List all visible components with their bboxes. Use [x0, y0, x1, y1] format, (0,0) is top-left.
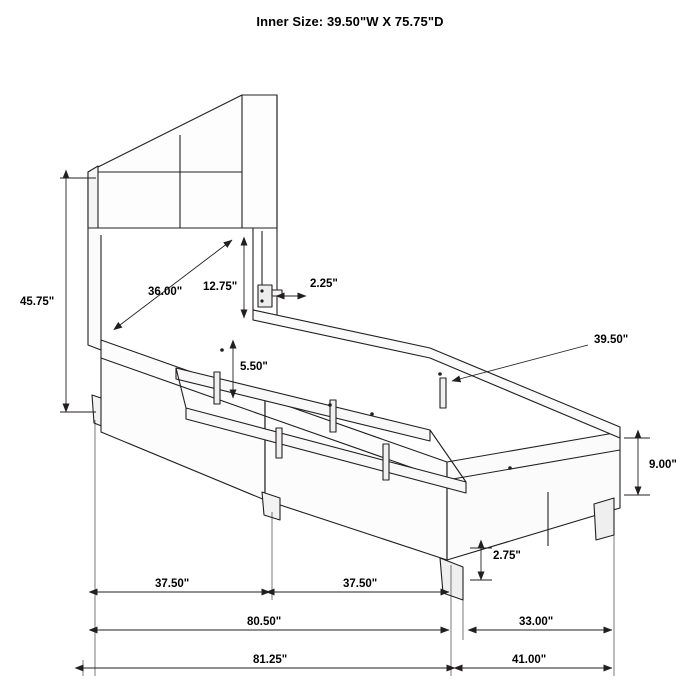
- page-title: Inner Size: 39.50"W X 75.75"D: [256, 14, 444, 29]
- dimension-label-headboard-gap: 12.75": [203, 281, 238, 293]
- dimension-label-span-80: 80.50": [247, 616, 282, 628]
- dimension-label-segment-left: 37.50": [155, 578, 190, 590]
- dimension-label-headboard-height: 36.00": [148, 286, 183, 298]
- dimension-label-overall-height: 45.75": [20, 296, 55, 308]
- bed-illustration: [88, 95, 620, 600]
- dimension-label-rail-offset: 2.25": [310, 278, 338, 290]
- dimension-label-span-41: 41.00": [512, 654, 547, 666]
- dimension-label-deck-height: 9.00": [649, 459, 677, 471]
- dimension-label-inner-width: 39.50": [594, 334, 629, 346]
- dimension-label-segment-right: 37.50": [343, 578, 378, 590]
- dimension-label-slat-height: 5.50": [240, 361, 268, 373]
- dimension-label-span-33: 33.00": [519, 616, 554, 628]
- dimension-label-span-81: 81.25": [253, 654, 288, 666]
- dimension-label-leg-height: 2.75": [493, 550, 521, 562]
